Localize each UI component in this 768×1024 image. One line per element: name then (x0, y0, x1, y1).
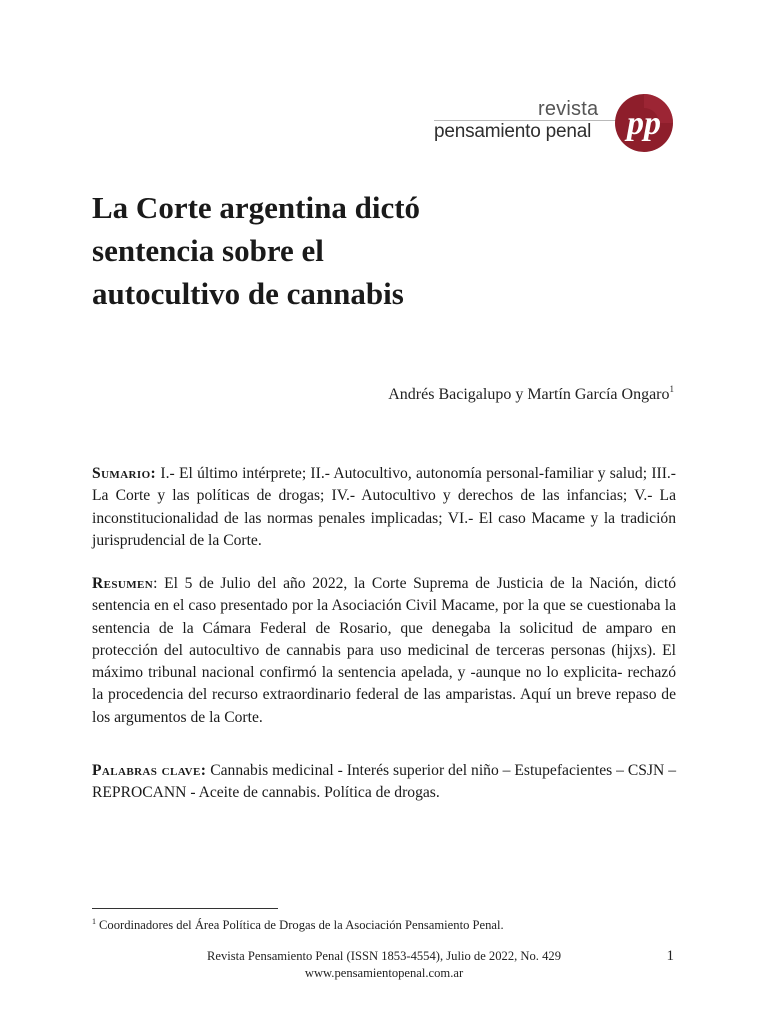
keywords-paragraph (92, 760, 676, 805)
logo-text-revista: revista (538, 98, 599, 120)
footer-website[interactable]: www.pensamientopenal.com.ar (304, 966, 464, 980)
sumario-paragraph (92, 463, 676, 552)
footer-citation: Revista Pensamiento Penal (ISSN 1853-4554), Julio de 2022, No. 429 (207, 949, 561, 963)
pp-logo-icon (613, 92, 675, 154)
resumen-text: : El 5 de Julio del año 2022, la Corte Suprema de Justicia de la Nación, dictó sentencia en el caso presentado por la Asociación Civil Macame, por la que se cuestionaba la sentencia de la Cámara Federal de Rosario, que denegaba la solicitud de amparo en protección del autocultivo de cannabis para uso medicinal de terceras personas (hijxs). El máximo tribunal nacional confirmó la sentencia apelada, y -aunque no lo explicita- rechazó la procedencia del recurso extraordinario federal de las amparistas. Aquí un breve repaso de los argumentos de la Corte. (92, 575, 676, 726)
sumario-label: Sumario: (92, 465, 157, 482)
author-names: Andrés Bacigalupo y Martín García Ongaro (388, 386, 670, 403)
title-line-1: La Corte argentina dictó (92, 190, 421, 225)
logo-mark-text: pp (627, 105, 661, 142)
page-number: 1 (666, 948, 674, 964)
footnote-divider (92, 908, 278, 909)
footnote-text: Coordinadores del Área Política de Drogas de la Asociación Pensamiento Penal. (99, 918, 504, 932)
footnote (92, 917, 504, 933)
author-footnote-ref[interactable]: 1 (669, 384, 674, 394)
sumario-text: I.- El último intérprete; II.- Autocultivo, autonomía personal-familiar y salud; III.- La Corte y las políticas de drogas; IV.- Autocultivo y derechos de las infancias; V.- La inconstitucionalidad de las normas penales implicadas; VI.- El caso Macame y la tradición jurisprudencial de la Corte. (92, 465, 676, 549)
journal-logo (432, 92, 677, 154)
article-authors (388, 384, 674, 404)
resumen-label: Resumen (92, 575, 154, 592)
page-footer (92, 948, 676, 982)
footnote-number: 1 (92, 917, 96, 926)
resumen-paragraph (92, 573, 676, 729)
title-line-3: autocultivo de cannabis (92, 276, 404, 311)
keywords-label: Palabras clave: (92, 762, 207, 779)
logo-text-name: pensamiento penal (434, 121, 592, 142)
title-line-2: sentencia sobre el (92, 233, 324, 268)
keywords-text: Cannabis medicinal - Interés superior del niño – Estupefacientes – CSJN – REPROCANN - Aceite de cannabis. Política de drogas. (92, 762, 676, 802)
article-title (92, 186, 522, 315)
